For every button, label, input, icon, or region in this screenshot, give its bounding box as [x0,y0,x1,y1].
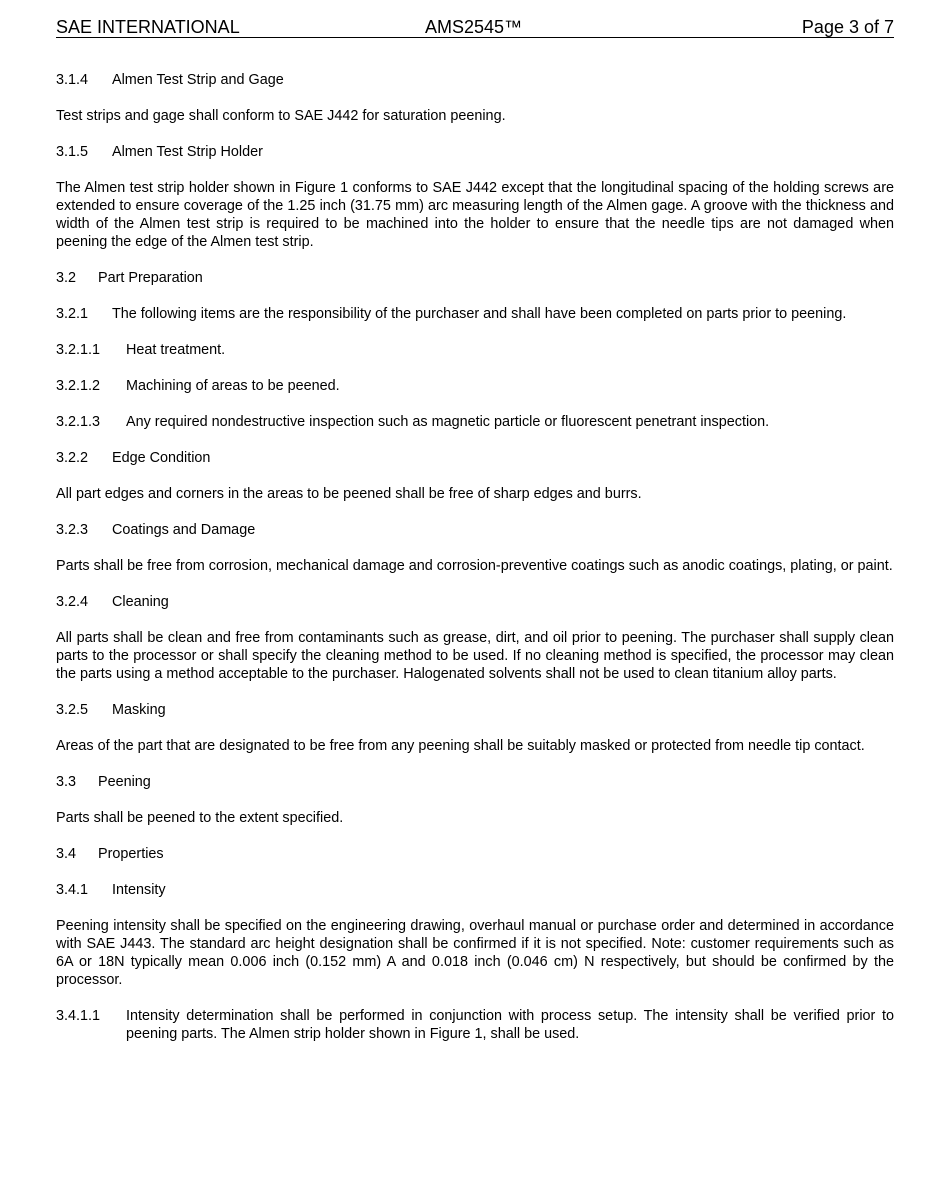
section-heading-3-1-5 [56,143,894,161]
section-title: Machining of areas to be peened. [126,378,340,394]
section-number: 3.4.1.1 [56,1008,101,1024]
section-paragraph-3-2-2: All part edges and corners in the areas to be peened shall be free of sharp edges and burrs. [56,486,642,502]
section-heading-3-2-2 [56,449,894,467]
section-paragraph-3-3: Parts shall be peened to the extent specified. [56,810,344,826]
section-title: Intensity [112,882,166,898]
section-number: 3.2.5 [56,702,89,718]
section-title: Properties [98,846,164,862]
document-body [56,71,894,1061]
section-title: Any required nondestructive inspection such as magnetic particle or fluorescent penetrant inspection. [126,414,770,430]
section-heading-3-3 [56,773,894,791]
section-number: 3.2.1.3 [56,414,101,430]
section-title: Heat treatment. [126,342,226,358]
section-heading-3-2 [56,269,894,287]
section-title: Edge Condition [112,450,211,466]
section-text: Intensity determination shall be performed in conjunction with process setup. The intensity shall be verified prior to peening parts. The Almen strip holder shown in Figure 1, shall be used. [126,1008,894,1042]
section-number: 3.2.1.1 [56,342,101,358]
section-heading-3-4-1 [56,881,894,899]
section-paragraph-3-1-5: The Almen test strip holder shown in Figure 1 conforms to SAE J442 except that the longitudinal spacing of the holding screws are extended to ensure coverage of the 1.25 inch (31.75 mm) arc measuring length of the Almen gage. A groove with the thickness and width of the Almen test strip is required to be machined into the holder to ensure that the needle tips are not damaged when peening the edge of the Almen test strip. [56,180,894,250]
section-3-4-1-1 [56,1007,894,1043]
section-heading-3-2-1 [56,305,894,323]
section-number: 3.2.1.2 [56,378,101,394]
section-number: 3.1.4 [56,72,89,88]
section-title: Peening [98,774,151,790]
section-number: 3.2.1 [56,306,89,322]
section-title: Almen Test Strip Holder [112,144,263,160]
header-page-number: Page 3 of 7 [801,17,894,37]
section-number: 3.2 [56,270,77,286]
section-number: 3.2.4 [56,594,89,610]
section-title: Coatings and Damage [112,522,256,538]
section-heading-3-2-5 [56,701,894,719]
section-paragraph-3-4-1: Peening intensity shall be specified on the engineering drawing, overhaul manual or purchase order and determined in accordance with SAE J443. The standard arc height designation shall be confirmed if it is not specified. Note: customer requirements such as 6A or 18N typically mean 0.006 inch (0.152 mm) A and 0.018 inch (0.046 cm) N respectively, but should be confirmed by the processor. [56,918,894,988]
section-title: The following items are the responsibility of the purchaser and shall have been completed on parts prior to peening. [112,306,847,322]
page-header [56,17,894,38]
section-heading-3-2-1-2 [56,377,894,395]
section-number: 3.4 [56,846,77,862]
section-paragraph-3-2-4: All parts shall be clean and free from contaminants such as grease, dirt, and oil prior to peening. The purchaser shall supply clean parts to the processor or shall specify the cleaning method to be used. If no cleaning method is specified, the processor may clean the parts using a method acceptable to the purchaser. Halogenated solvents shall not be used to clean titanium alloy parts. [56,630,894,682]
section-heading-3-2-3 [56,521,894,539]
section-number: 3.3 [56,774,77,790]
section-heading-3-4 [56,845,894,863]
header-document-id: AMS2545™ [425,17,523,37]
section-paragraph-3-2-5: Areas of the part that are designated to be free from any peening shall be suitably masked or protected from needle tip contact. [56,738,865,754]
header-organization: SAE INTERNATIONAL [56,17,240,37]
section-heading-3-2-1-1 [56,341,894,359]
section-title: Cleaning [112,594,169,610]
section-number: 3.2.3 [56,522,89,538]
section-number: 3.4.1 [56,882,89,898]
section-paragraph-3-1-4: Test strips and gage shall conform to SAE J442 for saturation peening. [56,108,506,124]
section-heading-3-2-4 [56,593,894,611]
section-number: 3.1.5 [56,144,89,160]
section-heading-3-2-1-3 [56,413,894,431]
section-number: 3.2.2 [56,450,89,466]
section-paragraph-3-2-3: Parts shall be free from corrosion, mechanical damage and corrosion-preventive coatings such as anodic coatings, plating, or paint. [56,558,893,574]
section-heading-3-1-4 [56,71,894,89]
section-title: Masking [112,702,166,718]
section-title: Part Preparation [98,270,203,286]
section-title: Almen Test Strip and Gage [112,72,284,88]
